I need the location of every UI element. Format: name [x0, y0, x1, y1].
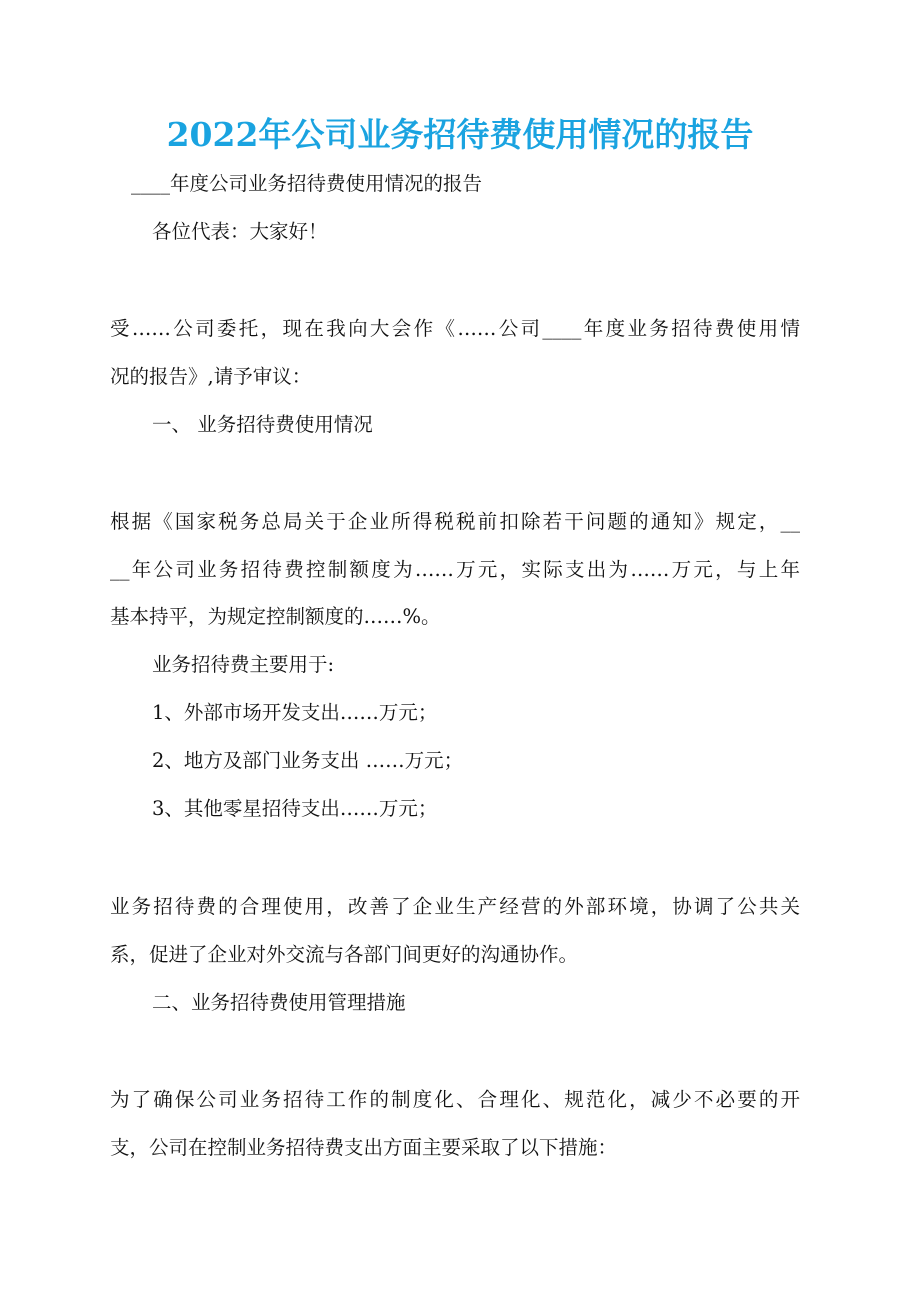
intro-line-2: 况的报告》,请予审议： [110, 365, 312, 388]
benefit-line-1: 业务招待费的合理使用，改善了企业生产经营的外部环境，协调了公共关 [110, 895, 800, 918]
report-subtitle: ____年度公司业务招待费使用情况的报告 [131, 172, 483, 195]
list-item: 3、其他零星招待支出……万元； [152, 797, 438, 820]
greeting: 各位代表：大家好！ [152, 220, 328, 243]
document-title: 2022年公司业务招待费使用情况的报告 [166, 115, 754, 154]
intro-line-1: 受……公司委托，现在我向大会作《……公司____年度业务招待费使用情 [110, 317, 800, 340]
section-2-line-2: 支，公司在控制业务招待费支出方面主要采取了以下措施： [110, 1136, 618, 1159]
section-2-heading: 二、业务招待费使用管理措施 [152, 991, 406, 1014]
section-1-line-2: __年公司业务招待费控制额度为……万元，实际支出为……万元，与上年 [110, 558, 800, 581]
list-item: 1、外部市场开发支出……万元； [152, 701, 438, 724]
benefit-line-2: 系，促进了企业对外交流与各部门间更好的沟通协作。 [110, 943, 579, 966]
uses-heading: 业务招待费主要用于: [152, 653, 335, 676]
section-1-heading: 一、 业务招待费使用情况 [152, 413, 373, 436]
section-1-line-1: 根据《国家税务总局关于企业所得税税前扣除若干问题的通知》规定，__ [110, 510, 800, 533]
section-1-line-3: 基本持平，为规定控制额度的……%。 [110, 605, 441, 628]
section-2-line-1: 为了确保公司业务招待工作的制度化、合理化、规范化，减少不必要的开 [110, 1088, 800, 1111]
list-item: 2、地方及部门业务支出 ……万元； [152, 749, 464, 772]
